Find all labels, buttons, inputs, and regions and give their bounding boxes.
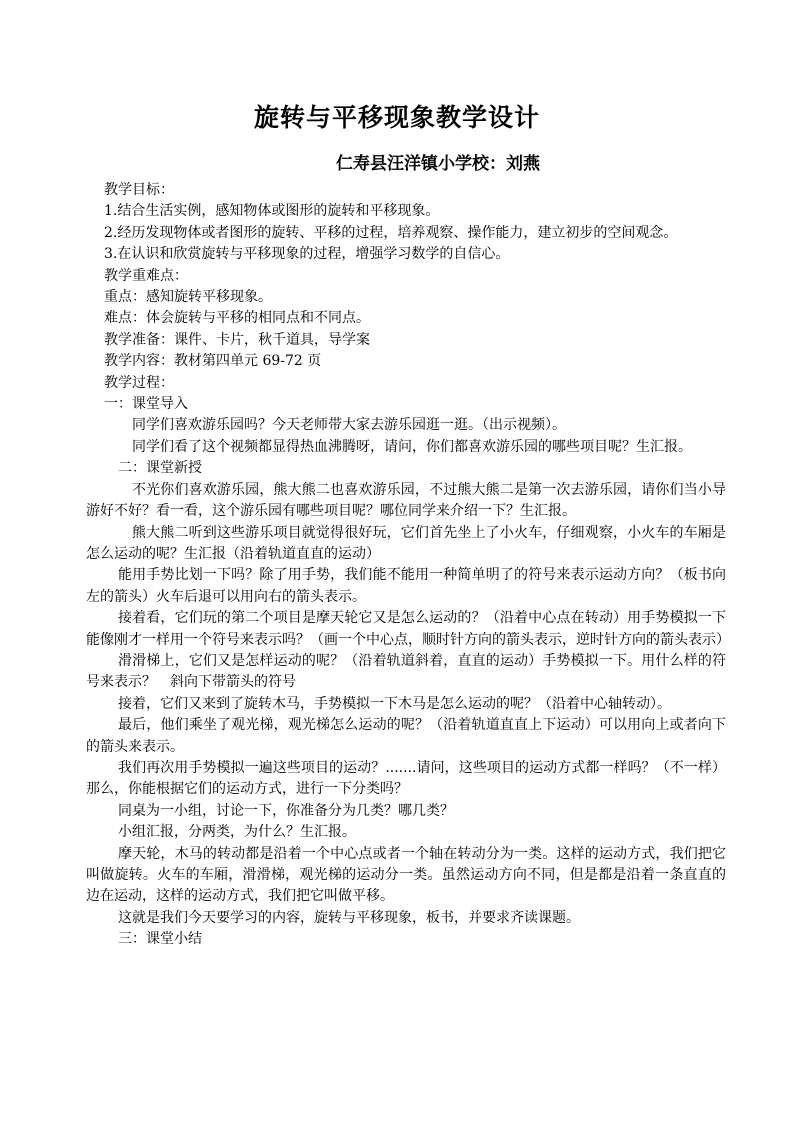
paragraph: 教学目标： <box>104 182 174 198</box>
author-line: 仁寿县汪洋镇小学校：刘燕 <box>336 154 540 174</box>
document-title: 旋转与平移现象教学设计 <box>253 103 540 132</box>
paragraph: 3.在认识和欣赏旋转与平移现象的过程，增强学习数学的自信心。 <box>104 246 510 263</box>
section-heading: 三：课堂小结 <box>118 931 202 948</box>
paragraph: 重点：感知旋转平移现象。 <box>104 289 272 306</box>
paragraph: 教学重难点： <box>104 267 188 284</box>
paragraph: 最后，他们乘坐了观光梯，观光梯怎么运动的呢？（沿着轨道直直上下运动）可以用向上或者向下的箭头来表示。 <box>86 717 726 755</box>
paragraph: 接着看，它们玩的第二个项目是摩天轮它又是怎么运动的？（沿着中心点在转动）用手势模拟一下能像刚才一样用一个符号来表示吗？（画一个中心点，顺时针方向的箭头表示，逆时针方向的箭头表示） <box>86 610 730 648</box>
paragraph: 接着，它们又来到了旋转木马，手势模拟一下木马是怎么运动的呢？（沿着中心轴转动）。 <box>118 695 671 712</box>
paragraph: 熊大熊二听到这些游乐项目就觉得很好玩，它们首先坐上了小火车，仔细观察，小火车的车厢是怎么运动的呢？生汇报（沿着轨道直直的运动） <box>86 524 726 562</box>
paragraph: 不光你们喜欢游乐园，熊大熊二也喜欢游乐园，不过熊大熊二是第一次去游乐园，请你们当小导游好不好？看一看，这个游乐园有哪些项目呢？哪位同学来介绍一下？生汇报。 <box>86 481 726 520</box>
section-heading: 一：课堂导入 <box>104 396 188 413</box>
paragraph: 我们再次用手势模拟一遍这些项目的运动？.......请问，这些项目的运动方式都一样吗？（不一样）那么，你能根据它们的运动方式，进行一下分类吗？ <box>86 759 726 798</box>
paragraph: 教学过程： <box>104 374 174 391</box>
paragraph: 能用手势比划一下吗？除了用手势，我们能不能用一种简单明了的符号来表示运动方向？（板书向左的箭头）火车后退可以用向右的箭头表示。 <box>86 567 726 605</box>
paragraph: 滑滑梯上，它们又是怎样运动的呢？（沿着轨道斜着，直直的运动）手势模拟一下。用什么样的符号来表示？ 斜向下带箭头的符号 <box>86 652 726 691</box>
paragraph: 教学内容：教材第四单元 69-72 页 <box>104 353 322 370</box>
paragraph: 小组汇报，分两类，为什么？生汇报。 <box>118 824 356 841</box>
paragraph: 1.结合生活实例，感知物体或图形的旋转和平移现象。 <box>104 203 440 220</box>
paragraph: 2.经历发现物体或者图形的旋转、平移的过程，培养观察、操作能力，建立初步的空间观念。 <box>104 224 678 241</box>
paragraph: 摩天轮，木马的转动都是沿着一个中心点或者一个轴在转动分为一类。这样的运动方式，我们把它叫做旋转。火车的车厢，滑滑梯，观光梯的运动分一类。虽然运动方向不同，但是都是沿着一条直直的边在运动，这样的运动方式，我们把它叫做平移。 <box>86 845 726 905</box>
document-body <box>86 180 730 951</box>
section-heading: 二：课堂新授 <box>118 460 202 477</box>
paragraph: 同学们看了这个视频都显得热血沸腾呀，请问，你们都喜欢游乐园的哪些项目呢？生汇报。 <box>132 438 692 455</box>
paragraph: 同桌为一小组，讨论一下，你准备分为几类？哪几类？ <box>118 802 454 819</box>
paragraph: 教学准备：课件、卡片，秋千道具，导学案 <box>104 331 370 348</box>
paragraph: 这就是我们今天要学习的内容，旋转与平移现象，板书，并要求齐读课题。 <box>118 909 580 926</box>
paragraph: 同学们喜欢游乐园吗？今天老师带大家去游乐园逛一逛。（出示视频）。 <box>132 417 566 434</box>
paragraph: 难点：体会旋转与平移的相同点和不同点。 <box>104 310 370 327</box>
